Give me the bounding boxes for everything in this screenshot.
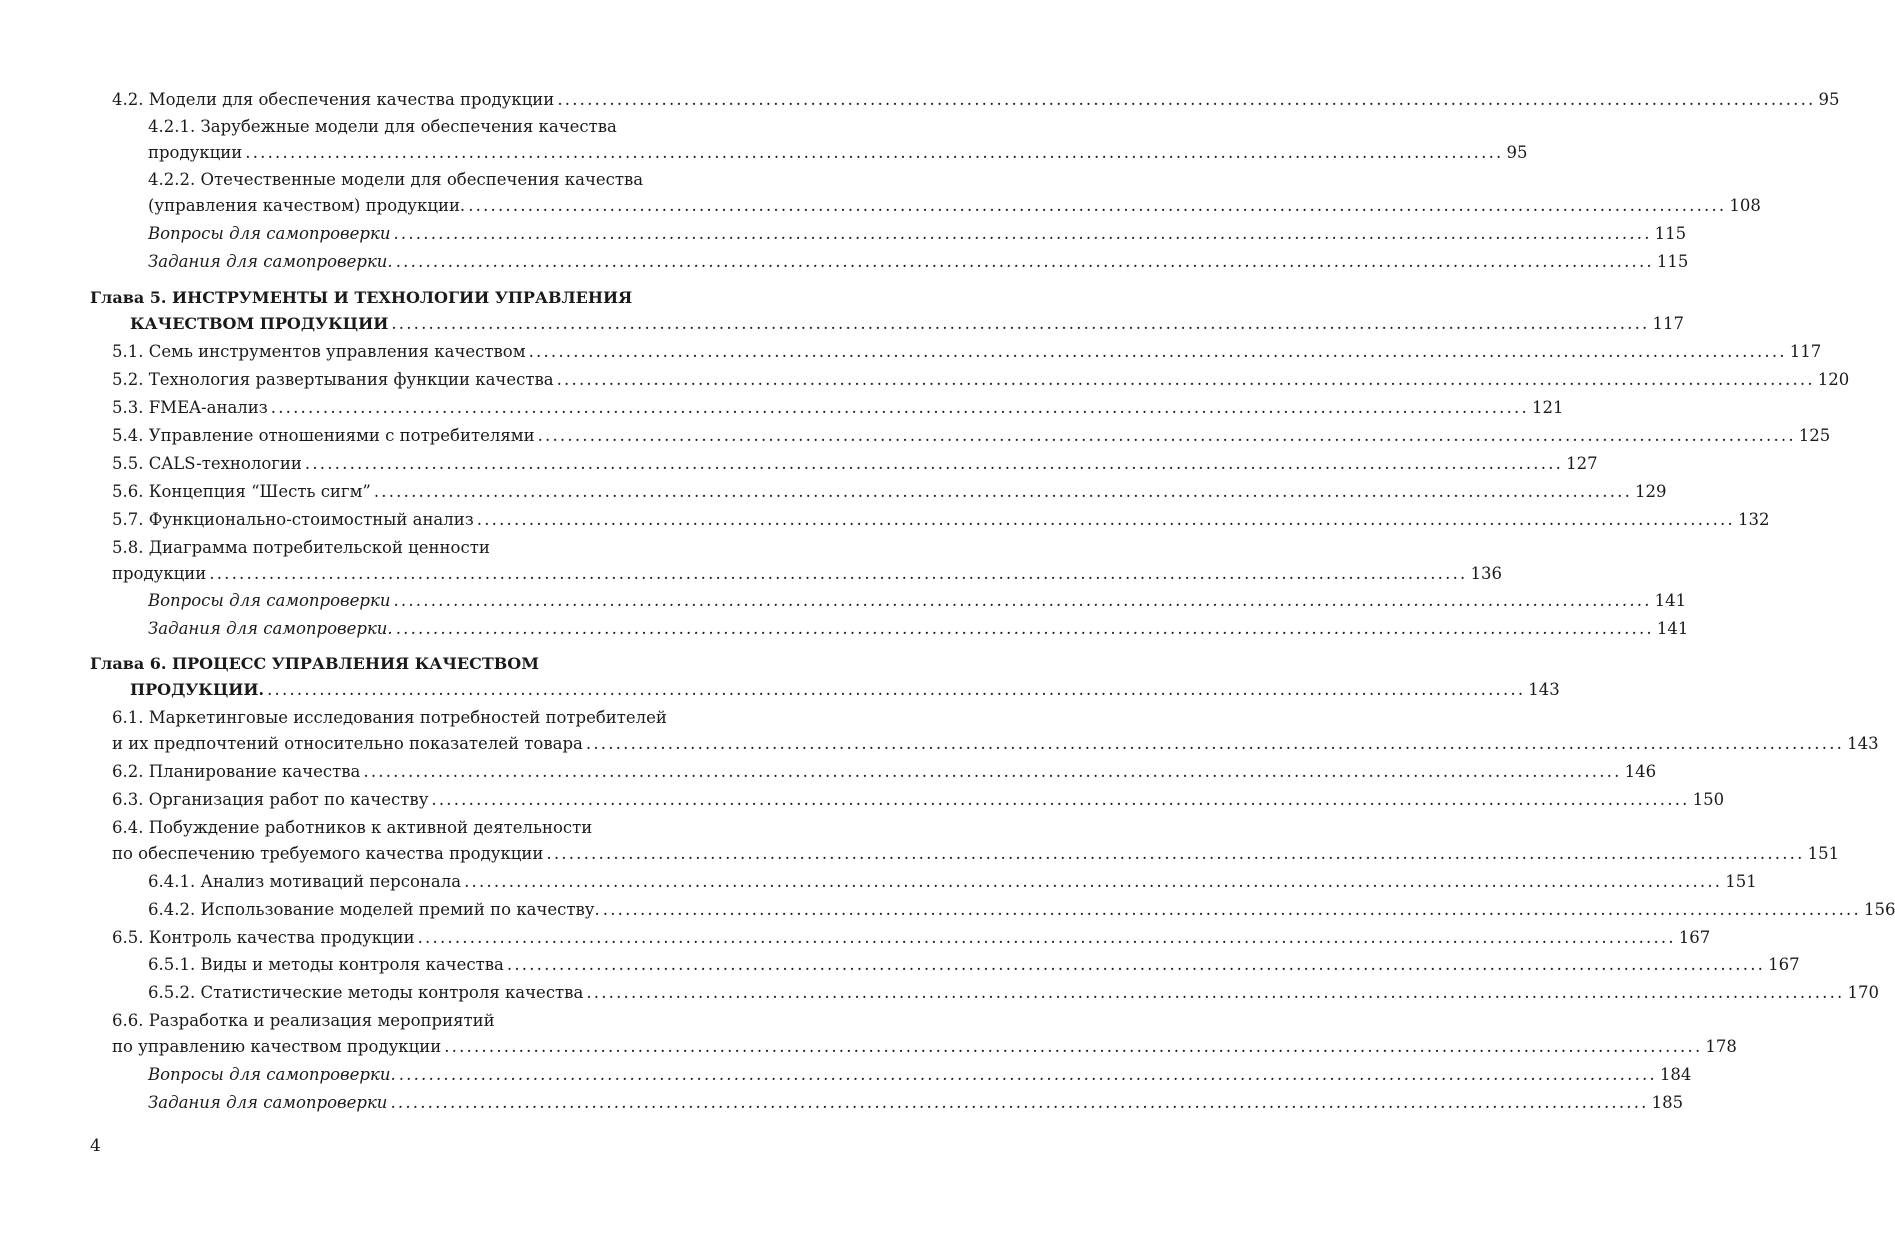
toc-entry-4-2-1-line1: 4.2.1. Зарубежные модели для обеспечения качества [148,117,617,136]
leader-dots [586,736,1844,753]
toc-entry-5-3: 5.3. FMEA-анализ ..... 121 [0,400,896,424]
toc-entry-6-4-2: 6.4.2. Использование моделей премий по качеству. ..... 156 [0,902,932,926]
toc-entry-questions-5: Вопросы для самопроверки ..... 141 [0,593,932,617]
leader-dots [418,930,1676,947]
toc-entry-questions-4: Вопросы для самопроверки ..... 115 [0,226,932,250]
leader-dots [546,846,1804,863]
toc-entry-5-2: 5.2. Технология развертывания функции качества ..... 120 [0,372,896,396]
page-number: 4 [90,1136,101,1156]
leader-dots [363,764,1621,781]
leader-dots [305,456,1563,473]
toc-entry-6-6-line1: 6.6. Разработка и реализация мероприятий [112,1011,495,1030]
leader-dots [399,1067,1657,1084]
leader-dots [393,593,1651,610]
toc-entry-4-2-2-line1: 4.2.2. Отечественные модели для обеспечения качества [148,170,644,189]
leader-dots [468,198,1726,215]
leader-dots [538,428,1796,445]
toc-entry-6-3: 6.3. Организация работ по качеству ..... 150 [0,792,896,816]
leader-dots [586,985,1844,1002]
leader-dots [245,145,1503,162]
toc-entry-questions-6: Вопросы для самопроверки. ..... 184 [0,1067,932,1091]
leader-dots [267,682,1525,699]
toc-entry-5-5: 5.5. CALS-технологии ..... 127 [0,456,896,480]
toc-entry-5-6: 5.6. Концепция “Шесть сигм” ..... 129 [0,484,896,508]
toc-entry-6-4-line1: 6.4. Побуждение работников к активной деятельности [112,818,593,837]
leader-dots [390,1095,1648,1112]
leader-dots [557,92,1815,109]
toc-chapter-6-line1: Глава 6. ПРОЦЕСС УПРАВЛЕНИЯ КАЧЕСТВОМ [90,654,539,673]
leader-dots [391,316,1649,333]
toc-entry-6-1: и их предпочтений относительно показателей товара ..... 143 [0,736,896,760]
toc-entry-5-1: 5.1. Семь инструментов управления качеством ..... 117 [0,344,896,368]
toc-entry-6-1-line1: 6.1. Маркетинговые исследования потребностей потребителей [112,708,667,727]
toc-entry-tasks-6: Задания для самопроверки ..... 185 [0,1095,932,1119]
toc-entry-5-7: 5.7. Функционально-стоимостный анализ ..... 132 [0,512,896,536]
toc-entry-6-4: по обеспечению требуемого качества продукции ..... 151 [0,846,896,870]
leader-dots [271,400,1529,417]
leader-dots [393,226,1651,243]
toc-entry-6-5-2: 6.5.2. Статистические методы контроля качества ..... 170 [0,985,932,1009]
toc-entry-4-2-2: (управления качеством) продукции. ..... 108 [0,198,932,222]
leader-dots [603,902,1861,919]
toc-chapter-6: ПРОДУКЦИИ. ..... 143 [0,682,914,706]
leader-dots [557,372,1815,389]
leader-dots [396,621,1654,638]
toc-entry-6-5-1: 6.5.1. Виды и методы контроля качества ..... 167 [0,957,932,981]
leader-dots [477,512,1735,529]
toc-entry-5-4: 5.4. Управление отношениями с потребителями ..... 125 [0,428,896,452]
toc-entry-6-4-1: 6.4.1. Анализ мотиваций персонала ..... 151 [0,874,932,898]
toc-entry-5-8: продукции ..... 136 [0,566,896,590]
toc-entry-6-5: 6.5. Контроль качества продукции ..... 167 [0,930,896,954]
toc-entry-6-2: 6.2. Планирование качества ..... 146 [0,764,896,788]
toc-entry-tasks-4: Задания для самопроверки. ..... 115 [0,254,932,278]
toc-entry-5-8-line1: 5.8. Диаграмма потребительской ценности [112,538,490,557]
toc-chapter-5-line1: Глава 5. ИНСТРУМЕНТЫ И ТЕХНОЛОГИИ УПРАВЛЕНИЯ [90,288,633,307]
leader-dots [374,484,1632,501]
leader-dots [464,874,1722,891]
leader-dots [507,957,1765,974]
leader-dots [529,344,1787,361]
toc-chapter-5: КАЧЕСТВОМ ПРОДУКЦИИ ..... 117 [0,316,914,340]
leader-dots [444,1039,1702,1056]
leader-dots [396,254,1654,271]
leader-dots [431,792,1689,809]
leader-dots [209,566,1467,583]
toc-entry-4-2-1: продукции ..... 95 [0,145,932,169]
toc-entry-tasks-5: Задания для самопроверки. ..... 141 [0,621,932,645]
toc-entry-4-2: 4.2. Модели для обеспечения качества продукции ..... 95 [0,92,896,116]
toc-entry-6-6: по управлению качеством продукции ..... 178 [0,1039,896,1063]
